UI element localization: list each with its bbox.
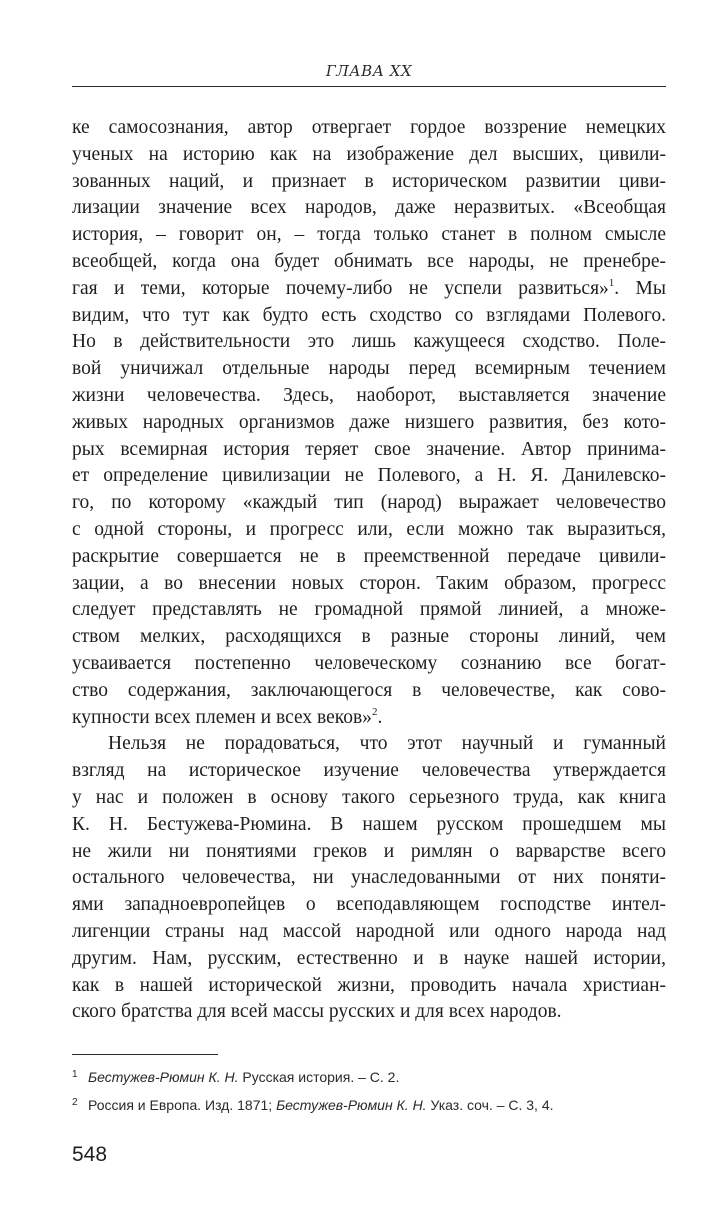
text-line: вой уничижал отдельные народы перед всемирным течением — [72, 358, 666, 380]
text-line: усваивается постепенно человеческому сознанию все богат- — [72, 652, 666, 674]
footnote-ref-1: 1 — [608, 276, 615, 289]
text-line-with-footnote-ref — [72, 705, 666, 732]
footnote-ref-2: 2 — [371, 705, 378, 718]
text-line: ет определение цивилизации не Полевого, а Н. Я. Данилевско- — [72, 465, 666, 487]
footnotes — [72, 1063, 666, 1119]
text-line: ского братства для всей массы русских и для всех народов. — [72, 1001, 562, 1023]
text-line-part: гая и теми, которые почему-либо не успели развиться» — [72, 277, 609, 299]
text-line: взгляд на историческое изучение человечества утверждается — [72, 760, 666, 782]
text-line: го, по которому «каждый тип (народ) выражает человечество — [72, 492, 666, 514]
text-line: с одной стороны, и прогресс или, если можно так выразиться, — [72, 518, 666, 540]
text-line: не жили ни понятиями греков и римлян о варварстве всего — [72, 840, 666, 862]
text-line: следует представлять не громадной прямой линией, а множе- — [72, 599, 666, 621]
text-line: живых народных организмов даже низшего развития, без кото- — [72, 411, 666, 433]
footnote-author: Бестужев-Рюмин К. Н. — [88, 1069, 239, 1085]
text-line: ство содержания, заключающегося в человечестве, как сово- — [72, 679, 666, 701]
text-line-part: купности всех племен и всех веков» — [72, 706, 372, 728]
text-line: как в нашей исторической жизни, проводить начала христиан- — [72, 974, 666, 996]
text-line: ке самосознания, автор отвергает гордое воззрение немецких — [72, 117, 666, 138]
footnote-1: 1 Бестужев-Рюмин К. Н. Русская история. – С. 2. — [72, 1069, 400, 1085]
text-line: история, – говорит он, – тогда только станет в полном смысле — [72, 224, 666, 246]
header-rule — [72, 86, 666, 87]
footnote-text: Русская история. – С. 2. — [238, 1069, 400, 1085]
footnote-2: 2 Россия и Европа. Изд. 1871; Бестужев-Рюмин К. Н. Указ. соч. – С. 3, 4. — [72, 1097, 554, 1113]
running-head: ГЛАВА XX — [325, 62, 413, 80]
footnote-author: Бестужев-Рюмин К. Н. — [276, 1097, 427, 1113]
text-line: зованных наций, и признает в историческом развитии циви- — [72, 170, 666, 192]
text-line: жизни человечества. Здесь, наоборот, выставляется значение — [72, 384, 666, 406]
footnote-lead: Россия и Европа. Изд. 1871; — [88, 1097, 277, 1113]
footnote-rule — [72, 1054, 218, 1055]
text-line: ством мелких, расходящихся в разные стороны линий, чем — [72, 626, 666, 648]
text-line: раскрытие совершается не в преемственной передаче цивили- — [72, 545, 666, 567]
text-line: К. Н. Бестужева-Рюмина. В нашем русском прошедшем мы — [72, 813, 666, 835]
text-line: всеобщей, когда она будет обнимать все народы, не пренебре- — [72, 250, 666, 272]
text-line-part: . — [377, 706, 383, 728]
text-line-with-footnote-ref — [72, 276, 666, 303]
text-line: ученых на историю как на изображение дел высших, цивили- — [72, 143, 666, 165]
text-line: Нельзя не порадоваться, что этот научный и гуманный — [108, 733, 666, 755]
text-line: ями западноевропейцев о всеподавляющем господстве интел- — [72, 894, 666, 916]
text-line-part: . Мы — [614, 277, 666, 299]
text-line: зации, а во внесении новых сторон. Таким образом, прогресс — [72, 572, 666, 594]
text-line: лигенции страны над массой народной или одного народа над — [72, 920, 666, 942]
text-line: другим. Нам, русским, естественно и в науке нашей истории, — [72, 947, 666, 969]
body-text — [72, 115, 666, 1026]
text-line: у нас и положен в основу такого серьезного труда, как книга — [72, 786, 666, 808]
footnote-text: Указ. соч. – С. 3, 4. — [426, 1097, 554, 1113]
page-number: 548 — [72, 1143, 108, 1166]
text-line: видим, что тут как будто есть сходство со взглядами Полевого. — [72, 304, 666, 326]
text-line: рых всемирная история теряет свое значение. Автор принима- — [72, 438, 666, 460]
text-line: остального человечества, ни унаследованными от них поняти- — [72, 867, 666, 889]
text-line: Но в действительности это лишь кажущееся сходство. Поле- — [72, 331, 666, 353]
text-line: лизации значение всех народов, даже неразвитых. «Всеобщая — [72, 197, 666, 219]
